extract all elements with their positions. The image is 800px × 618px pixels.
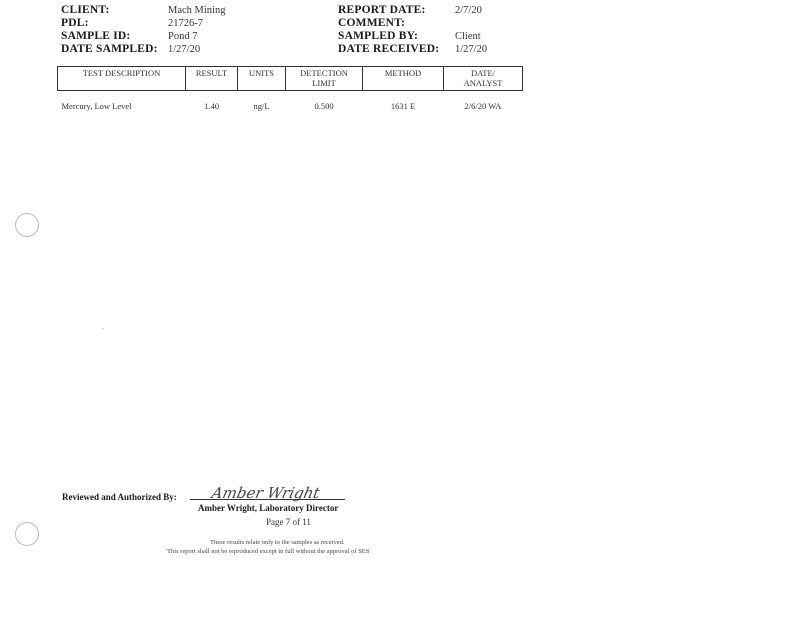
client-value: Mach Mining — [168, 5, 226, 16]
col-header-detection-limit: DETECTION LIMIT — [286, 67, 363, 91]
scan-speck — [102, 328, 104, 329]
cell-result: 1.40 — [204, 101, 219, 111]
sampled-by-label: SAMPLED BY: — [338, 30, 419, 42]
report-date-label: REPORT DATE: — [338, 4, 426, 16]
results-table — [57, 66, 523, 111]
pdl-label: PDL: — [61, 17, 89, 29]
col-header-date-analyst: DATE/ ANALYST — [444, 67, 523, 91]
table-row — [58, 91, 523, 112]
date-received-value: 1/27/20 — [455, 44, 488, 55]
report-date-value: 2/7/20 — [455, 5, 482, 16]
cell-test-description: Mercury, Low Level — [61, 101, 132, 111]
signer-name-title: Amber Wright, Laboratory Director — [198, 503, 339, 513]
disclaimer-note-2: This report shall not be reproduced except in full without the approval of SES — [167, 548, 370, 555]
pdl-value: 21726-7 — [168, 18, 203, 29]
col-header-result: RESULT — [186, 67, 238, 91]
handwritten-signature: Amber Wright — [210, 484, 322, 502]
page-number: Page 7 of 11 — [266, 517, 311, 527]
cell-date-analyst: 2/6/20 WA — [464, 101, 502, 111]
col-header-units: UNITS — [238, 67, 286, 91]
date-received-label: DATE RECEIVED: — [338, 43, 440, 55]
punch-hole-top — [15, 213, 39, 237]
client-label: CLIENT: — [61, 4, 110, 16]
col-header-test-description: TEST DESCRIPTION — [58, 67, 186, 91]
cell-units: ng/L — [253, 101, 270, 111]
sample-id-label: SAMPLE ID: — [61, 30, 131, 42]
table-header-row — [58, 67, 523, 91]
date-sampled-label: DATE SAMPLED: — [61, 43, 158, 55]
sample-id-value: Pond 7 — [168, 31, 198, 42]
punch-hole-bottom — [15, 522, 39, 546]
col-header-method: METHOD — [363, 67, 444, 91]
sampled-by-value: Client — [455, 31, 481, 42]
reviewed-by-label: Reviewed and Authorized By: — [62, 492, 177, 502]
disclaimer-note-1: These results relate only to the samples as received. — [210, 539, 345, 546]
date-sampled-value: 1/27/20 — [168, 44, 201, 55]
comment-label: COMMENT: — [338, 17, 406, 29]
cell-method: 1631 E — [390, 101, 416, 111]
signature-line — [190, 499, 345, 500]
cell-detection-limit: 0.500 — [314, 101, 334, 111]
